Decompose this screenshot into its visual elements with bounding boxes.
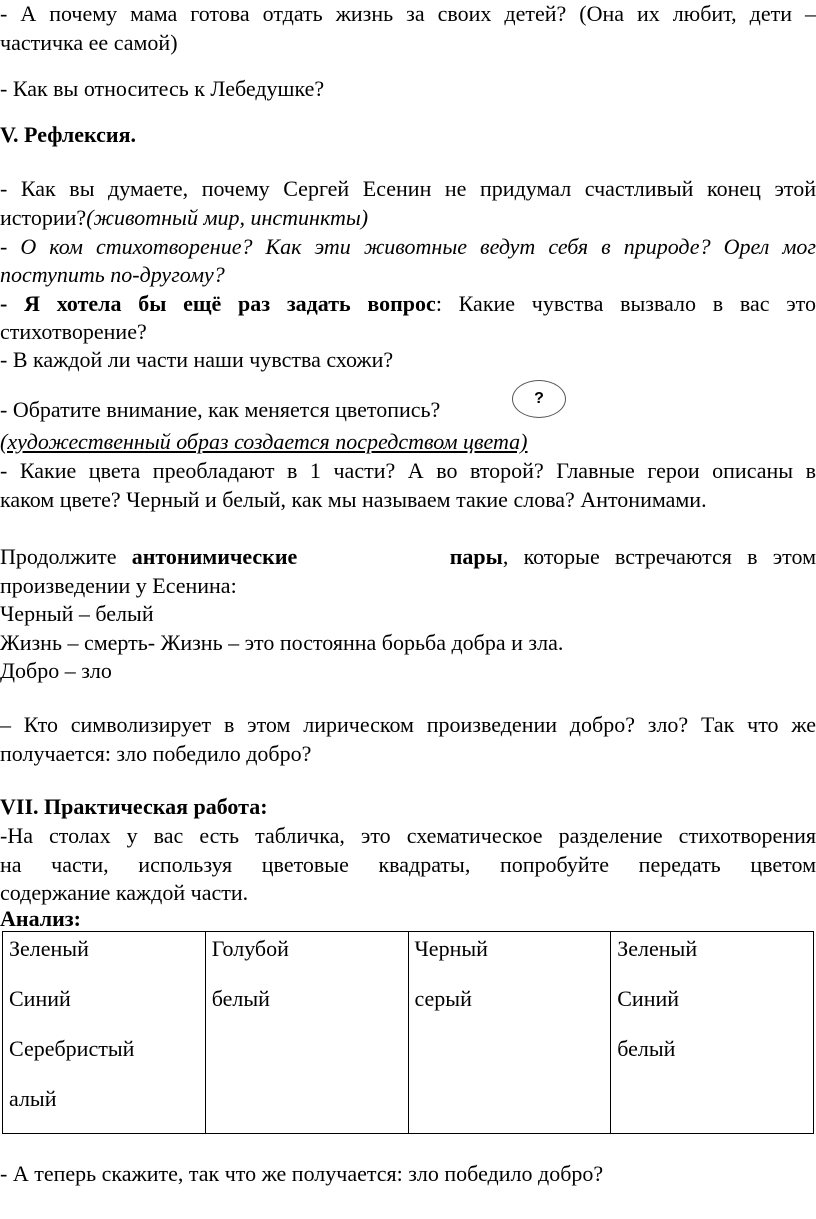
color-word: Черный [414, 936, 488, 961]
section-title: Анализ: [0, 906, 81, 931]
text-line [0, 600, 816, 628]
question-line: - А почему мама готова отдать жизнь за своих детей? (Она их любит, дети – [0, 1, 816, 26]
text-line [0, 428, 816, 456]
task-text: , которые встречаются в этом [502, 544, 816, 569]
question-line [0, 290, 816, 318]
task-line: произведении у Есенина: [0, 573, 237, 598]
question-line: истории? [0, 205, 87, 230]
antonym-pair: Добро – зло [0, 658, 112, 683]
task-line: на части, используя цветовые квадраты, попробуйте передать цветом [0, 852, 816, 877]
emphasis: ещё раз задать вопрос [183, 291, 436, 316]
question-line: - Обратите внимание, как меняется цветопись? [0, 397, 441, 422]
question-line: - О ком стихотворение? Как эти животные ведут себя в природе? Орел мог [0, 234, 816, 259]
question-line: - А теперь скажите, так что же получается: зло победило добро? [0, 1161, 604, 1186]
text-line [0, 879, 816, 907]
text-line [0, 175, 816, 203]
task-line: содержание каждой части. [0, 880, 249, 905]
color-word: алый [9, 1086, 57, 1111]
section-title: VII. Практическая работа: [0, 794, 268, 819]
question-line: стихотворение? [0, 319, 147, 344]
text-line [0, 0, 816, 28]
question-line: частичка ее самой) [0, 30, 178, 55]
text-line [0, 457, 816, 485]
table-cell [408, 932, 611, 1134]
color-word: белый [211, 986, 270, 1011]
task-line: -На столах у вас есть табличка, это схематическое разделение стихотворения [0, 823, 816, 848]
question-mark-icon: ? [512, 380, 566, 418]
table-cell [3, 932, 206, 1134]
question-text: : Какие чувства вызвало в вас это [435, 291, 816, 316]
task-text: Продолжите [0, 544, 132, 569]
color-word: серый [414, 986, 472, 1011]
table-cell [205, 932, 408, 1134]
text-line [0, 740, 816, 768]
text-line [0, 822, 816, 850]
color-word: Голубой [211, 936, 289, 961]
text-line [0, 657, 816, 685]
text-line [0, 543, 816, 571]
text-line [0, 233, 816, 261]
question-line: - Как вы думаете, почему Сергей Есенин не придумал счастливый конец этой [0, 176, 816, 201]
text-line [0, 29, 816, 57]
text-line [0, 318, 816, 346]
emphasis: пары [449, 544, 503, 569]
table-row [3, 932, 814, 1134]
color-word: Синий [617, 986, 680, 1011]
text-line [0, 486, 816, 514]
question-line: – Кто символизирует в этом лирическом произведении добро? зло? Так что же [0, 712, 816, 737]
dash: - Я хотела бы [0, 291, 184, 316]
text-line [0, 261, 816, 289]
question-line: - Как вы относитесь к Лебедушке? [0, 76, 325, 101]
analysis-heading [0, 905, 816, 933]
table-cell [611, 932, 814, 1134]
answer-note: (животный мир, инстинкты) [86, 205, 369, 230]
color-word: Зеленый [9, 936, 89, 961]
text-line [0, 851, 816, 879]
text-line [0, 75, 816, 103]
task-line [0, 543, 816, 571]
answer-note: (художественный образ создается посредством цвета) [0, 429, 528, 454]
color-word: Зеленый [617, 936, 698, 961]
text-line [0, 1160, 816, 1188]
color-word: Серебристый [9, 1036, 135, 1061]
antonym-pair: Жизнь – смерть- Жизнь – это постоянна борьба добра и зла. [0, 630, 564, 655]
analysis-table [2, 931, 814, 1134]
text-line [0, 629, 816, 657]
question-line: - В каждой ли части наши чувства схожи? [0, 347, 394, 372]
question-line: получается: зло победило добро? [0, 741, 312, 766]
section-heading-reflection [0, 121, 816, 149]
section-title: V. Рефлексия. [0, 122, 136, 147]
question-line: каком цвете? Черный и белый, как мы называем такие слова? Антонимами. [0, 487, 707, 512]
text-line [0, 572, 816, 600]
section-heading-practical [0, 793, 816, 821]
text-line [0, 204, 816, 232]
text-line [0, 711, 816, 739]
text-line [0, 290, 816, 318]
emphasis: антонимические [131, 544, 298, 569]
question-line: - Какие цвета преобладают в 1 части? А во второй? Главные герои описаны в [0, 458, 816, 483]
text-line [0, 346, 816, 374]
color-word: Синий [9, 986, 71, 1011]
text-line [0, 396, 816, 424]
color-word: белый [617, 1036, 676, 1061]
antonym-pair: Черный – белый [0, 601, 154, 626]
question-line: поступить по-другому? [0, 262, 225, 287]
